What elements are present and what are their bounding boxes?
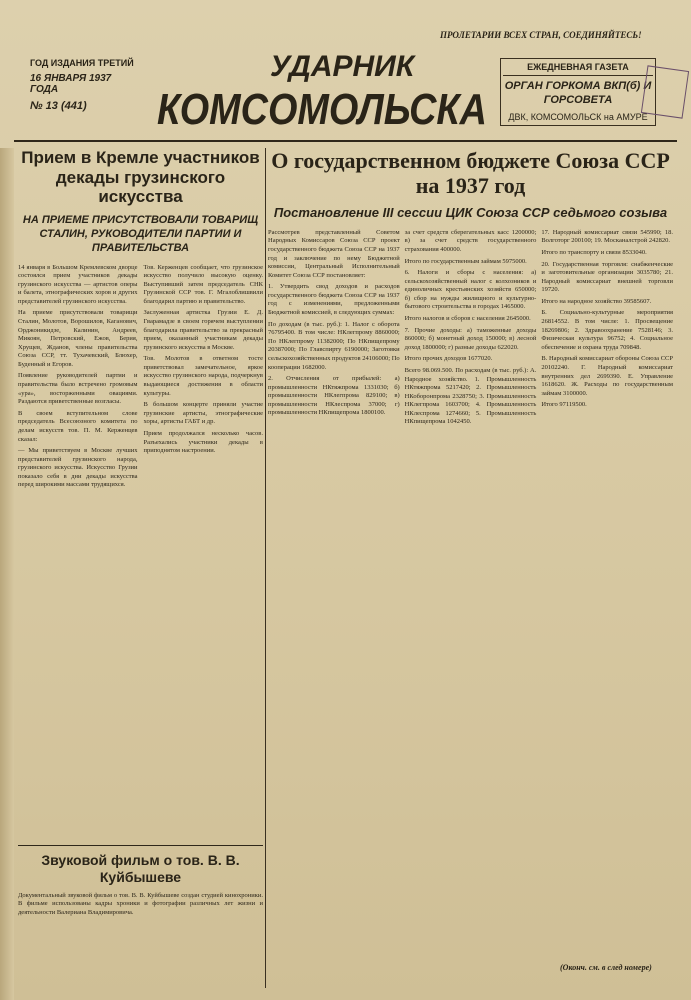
kremlin-paragraph: Прием продолжался несколько часов. Разъехались участники декады в приподнятом настроении. [143,429,263,455]
budget-paragraph: Всего 98.069.500. По расходам (в тыс. руб.): А. Народное хозяйство. 1. Промышленность НКтяжпрома 5217420; 2. Промышленность НКоборонпрома 2328750; 3. Промышленность НКлегпрома 1603700; 4. Промышленность НКлеспрома 1274660; 5. Промышленность НКпищепрома 1042450. [404,366,537,426]
previous-page-edge [0,148,14,1000]
masthead-rule [14,140,677,142]
film-headline: Звуковой фильм о тов. В. В. Куйбышеве [41,852,240,885]
kremlin-paragraph: Появление руководителей партии и правительства было встречено громовым «ура», восторженными овациями. Раздаются приветственные возгласы. [18,372,138,406]
budget-paragraph: Итого прочих доходов 1677020. [404,355,493,363]
kremlin-subhead: НА ПРИЕМЕ ПРИСУТСТВОВАЛИ ТОВАРИЩ СТАЛИН, РУКОВОДИТЕЛИ ПАРТИИ И ПРАВИТЕЛЬСТВА [22,213,259,255]
budget-paragraph: 6. Налоги и сборы с населения: а) сельскохозяйственный налог с колхозников и единоличных крестьянских хозяйств 650000; б) сбор на нужды жилищного и культурно-бытового строительства в городах 1465000. [404,269,537,311]
budget-subhead: Постановление III сессии ЦИК Союза ССР седьмого созыва [273,204,668,220]
budget-paragraph: Рассмотрев представленный Советом Народных Комиссаров Союза ССР проект государственного бюджета Союза ССР на 1937 год и заключение по нему Бюджетной комиссии, Центральный Исполнительный Комитет Союза ССР постановляет: [268,228,400,279]
column-divider [265,148,266,988]
budget-paragraph: за счет средств сберегательных касс 1200000; в) за счет средств государственного страхования 400000. [404,228,537,253]
kremlin-headline: Прием в Кремле участников декады грузинского искусства [21,148,260,207]
budget-paragraph: Итого на народное хозяйство 39585607. [541,297,652,305]
year-label: ГОД ИЗДАНИЯ ТРЕТИЙ [30,58,134,68]
address-label: ДВК, КОМСОМОЛЬСК на АМУРЕ [508,111,648,122]
budget-paragraph: В. Народный комиссариат обороны Союза ССР 20102240. Г. Народный комиссариат внутренних дел 2699390. Е. Управление 1618620. Ж. Расходы по государственным займам 3100000. [541,355,674,397]
continued-note: (Оконч. см. в след номере) [560,963,652,972]
newspaper-logo [155,44,495,134]
organ-label: ОРГАН ГОРКОМА ВКП(б) И ГОРСОВЕТА [504,80,652,107]
film-body: Документальный звуковой фильм о тов. В. В. Куйбышеве создан студией кинохроники. В фильме использованы кадры хроники и фотографии различных лет жизни и деятельности Валериана Владимировича. [18,891,263,916]
budget-article [268,148,673,430]
kremlin-paragraph: Тов. Керженцев сообщает, что грузинское искусство получило высокую оценку. Выступивший затем председатель СНК Грузинской ССР тов. Г. Мгалоблишвили благодарил партию и правительство. [143,263,263,305]
budget-body [268,229,673,430]
budget-paragraph: 1. Утвердить свод доходов и расходов государственного бюджета Союза ССР на 1937 год с изменениями, предложенными Бюджетной комиссией, в следующих суммах: [268,283,400,317]
issue-date: 16 ЯНВАРЯ 1937 ГОДА [30,73,112,95]
kremlin-paragraph: В своем вступительном слове председатель Всесоюзного комитета по делам искусств тов. П. М. Керженцев сказал: [18,409,138,443]
budget-paragraph: 7. Прочие доходы: а) таможенные доходы 860000; б) монетный доход 150000; в) лесной доход 1800000; г) разные доходы 622020. [404,326,537,351]
masthead-right [500,58,656,126]
library-stamp [641,65,689,118]
budget-paragraph: 17. Народный комиссариат связи 545990; 18. Волготорг 200100; 19. Москаналстрой 242820. [541,228,674,245]
kremlin-paragraph: На приеме присутствовали товарищи Сталин, Молотов, Ворошилов, Каганович, Орджоникидзе, Калинин, Андреев, Микоян, Петровский, Ежов, Берия, Хрущев, Жданов, члены правительства Союза ССР, тт. Тухачевский, Блюхер, Буденный и Егоров. [18,309,138,368]
budget-paragraph: Итого по государственным займам 5975000. [404,257,527,265]
film-divider [18,845,263,846]
kremlin-paragraph: Тов. Молотов в ответном тосте приветствовал замечательное, яркое искусство грузинского народа, подчеркнув выдающиеся достижения в области культуры. [143,355,263,397]
masthead-left [30,58,140,117]
budget-paragraph: Итого по транспорту и связи 8533040. [541,249,647,256]
kremlin-paragraph: — Мы приветствуем в Москве лучших представителей грузинского народа, грузинского искусства. Искусство Грузии показало себя в дни декады искусства перед широкими массами трудящихся. [18,447,138,489]
kremlin-article [18,148,263,493]
budget-paragraph: По доходам (в тыс. руб.): 1. Налог с оборота 76795400. В том числе: НКлегпрому 8860000; По НКлегпрому 11382000; По НКпищепрому 20387000; По Главспирту 6190000; Заготовки сельскохозяйственных продуктов 24106000; По кооперации 1682000. [268,320,400,371]
budget-paragraph: Итого 97119500. [541,401,587,409]
budget-paragraph: Б. Социально-культурные мероприятия 26814552. В том числе: 1. Просвещение 18269806; 2. Здравоохранение 7528146; 3. Физическая культура 96752; 4. Социальное обеспечение и охрана труда 709848. [541,309,674,351]
daily-label: ЕЖЕДНЕВНАЯ ГАЗЕТА [503,62,653,76]
logo-top-word: УДАРНИК [270,50,415,83]
kremlin-body [18,264,263,493]
issue-number: № 13 (441) [30,100,87,112]
budget-headline: О государственном бюджете Союза ССР на 1937 год [271,148,670,199]
slogan: ПРОЛЕТАРИИ ВСЕХ СТРАН, СОЕДИНЯЙТЕСЬ! [440,30,642,40]
kremlin-paragraph: Заслуженная артистка Грузии Е. Д. Гварамадзе в своем горячем выступлении благодарила правительство за прекрасный прием, оказанный участникам декады грузинского искусства в Москве. [143,309,263,351]
kremlin-paragraph: 14 января в Большом Кремлевском дворце состоялся прием участников декады грузинского искусства — артистов оперы и балета, этнографических хоров и других представителей грузинского искусства. [18,263,138,305]
budget-paragraph: Итого налогов и сборов с населения 2645000. [404,315,531,323]
budget-paragraph: 20. Государственная торговля: снабженческие и заготовительные организации 3035780; 21. Народный комиссариат внешней торговли 19720. [541,260,674,294]
budget-paragraph: 2. Отчисления от прибылей: а) промышленности НКтяжпрома 1331030; б) промышленности НКлегпрома 829100; в) промышленности НКлеспрома 37000; г) промышленности НКпищепрома 1800100. [268,375,400,417]
kremlin-paragraph: В большом концерте приняли участие грузинские артисты, этнографические хоры, артисты ГАБТ и др. [143,401,263,426]
logo-bottom-word: КОМСОМОЛЬСКА [157,85,487,134]
film-article [18,852,263,920]
